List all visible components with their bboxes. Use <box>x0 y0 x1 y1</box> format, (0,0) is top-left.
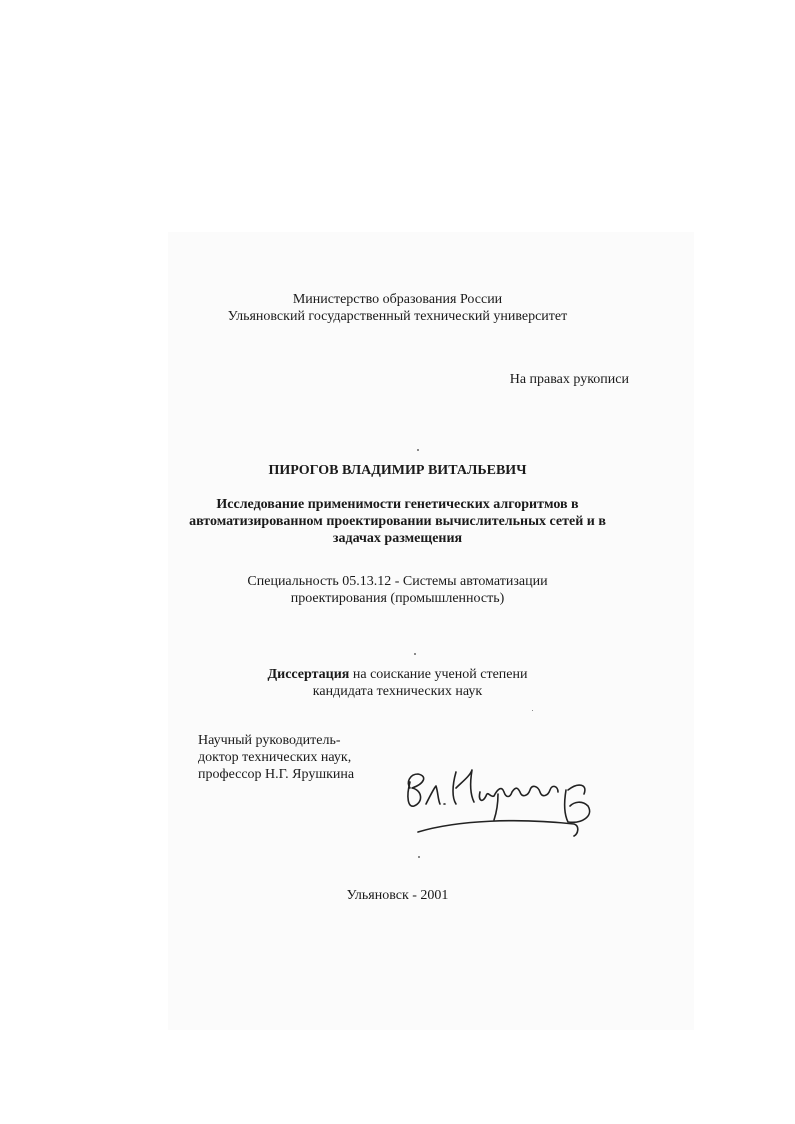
scan-speck <box>414 653 416 655</box>
degree-line-1 <box>0 666 795 683</box>
handwritten-signature <box>398 762 608 842</box>
degree-bold-word: Диссертация <box>267 667 350 682</box>
city-year: Ульяновск - 2001 <box>346 888 449 903</box>
specialty-line-2: проектирования (промышленность) <box>290 591 505 606</box>
advisor-line-3: профессор Н.Г. Ярушкина <box>198 767 355 782</box>
thesis-title-line-2: автоматизированном проектировании вычислительных сетей и в <box>189 514 606 529</box>
ministry-line: Министерство образования России <box>292 292 503 307</box>
advisor-line-1: Научный руководитель- <box>198 733 341 748</box>
degree-line-1-rest: на соискание ученой степени <box>349 667 528 682</box>
degree-line-2: кандидата технических наук <box>312 684 483 699</box>
thesis-title-line-3: задачах размещения <box>332 531 463 546</box>
scan-speck <box>418 856 420 858</box>
university-line: Ульяновский государственный технический университет <box>227 309 568 324</box>
rights-note: На правах рукописи <box>509 372 629 387</box>
advisor-line-2: доктор технических наук, <box>198 750 352 765</box>
specialty-line-1: Специальность 05.13.12 - Системы автоматизации <box>247 574 548 589</box>
author-name: ПИРОГОВ ВЛАДИМИР ВИТАЛЬЕВИЧ <box>268 463 527 478</box>
scanned-page-area <box>168 232 694 1030</box>
thesis-title-line-1: Исследование применимости генетических алгоритмов в <box>216 497 579 512</box>
scan-speck <box>532 710 533 711</box>
scan-speck <box>417 449 419 451</box>
